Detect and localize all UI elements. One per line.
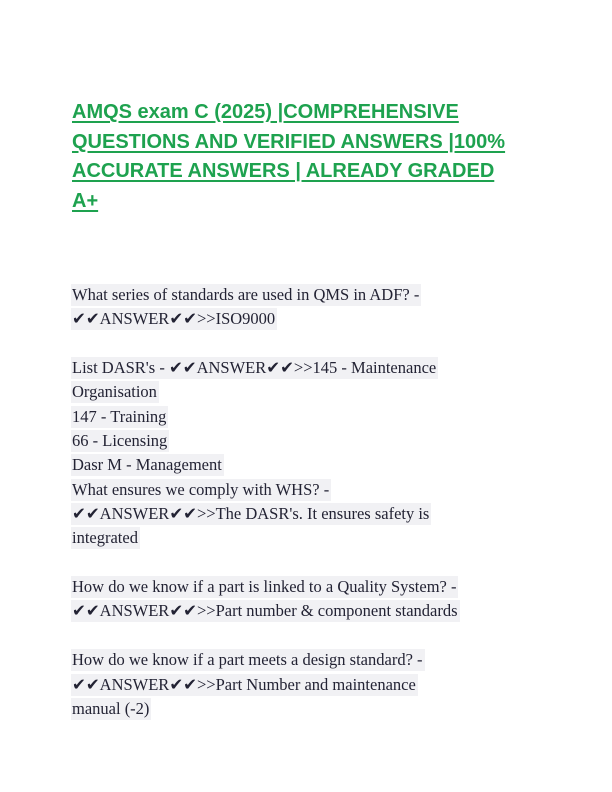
highlighted-text: ✔✔ANSWER✔✔>>Part number & component standards bbox=[72, 601, 458, 621]
answer-line bbox=[72, 599, 547, 623]
title-text: ACCURATE ANSWERS | ALREADY GRADED bbox=[72, 160, 495, 182]
highlighted-text: 66 - Licensing bbox=[72, 431, 168, 451]
document-body bbox=[72, 283, 547, 746]
highlighted-text: How do we know if a part is linked to a Quality System? - bbox=[72, 577, 457, 597]
answer-line bbox=[72, 697, 547, 721]
title-line bbox=[72, 187, 552, 217]
highlighted-text: Dasr M - Management bbox=[72, 455, 222, 475]
question-line bbox=[72, 283, 547, 307]
highlighted-text: List DASR's - ✔✔ANSWER✔✔>>145 - Maintenance bbox=[72, 358, 437, 378]
question-line bbox=[72, 478, 547, 502]
highlighted-text: ✔✔ANSWER✔✔>>The DASR's. It ensures safety is bbox=[72, 504, 430, 524]
highlighted-text: What ensures we comply with WHS? - bbox=[72, 479, 330, 499]
qa-paragraph bbox=[72, 648, 547, 721]
question-line bbox=[72, 356, 547, 380]
answer-line bbox=[72, 453, 547, 477]
answer-line bbox=[72, 502, 547, 526]
highlighted-text: Organisation bbox=[72, 382, 157, 402]
qa-paragraph bbox=[72, 356, 547, 551]
answer-line bbox=[72, 673, 547, 697]
title-line bbox=[72, 98, 552, 128]
question-line bbox=[72, 575, 547, 599]
highlighted-text: ✔✔ANSWER✔✔>>Part Number and maintenance bbox=[72, 674, 416, 694]
answer-line bbox=[72, 307, 547, 331]
title-line bbox=[72, 128, 552, 158]
highlighted-text: manual (-2) bbox=[72, 698, 150, 718]
title-text: A+ bbox=[72, 189, 99, 212]
qa-paragraph bbox=[72, 283, 547, 332]
qa-paragraph bbox=[72, 575, 547, 624]
question-line bbox=[72, 648, 547, 672]
highlighted-text: 147 - Training bbox=[72, 406, 167, 426]
title-text: AMQS exam C (2025) |COMPREHENSIVE bbox=[72, 101, 459, 123]
highlighted-text: How do we know if a part meets a design standard? - bbox=[72, 650, 423, 670]
highlighted-text: integrated bbox=[72, 528, 138, 548]
answer-line bbox=[72, 405, 547, 429]
answer-line bbox=[72, 429, 547, 453]
highlighted-text: What series of standards are used in QMS in ADF? - bbox=[72, 285, 420, 304]
title-text: QUESTIONS AND VERIFIED ANSWERS |100% bbox=[72, 130, 506, 153]
title-line bbox=[72, 157, 552, 187]
answer-line bbox=[72, 526, 547, 550]
highlighted-text: ✔✔ANSWER✔✔>>ISO9000 bbox=[72, 309, 276, 329]
answer-line bbox=[72, 380, 547, 404]
document-title-link[interactable] bbox=[72, 98, 552, 216]
